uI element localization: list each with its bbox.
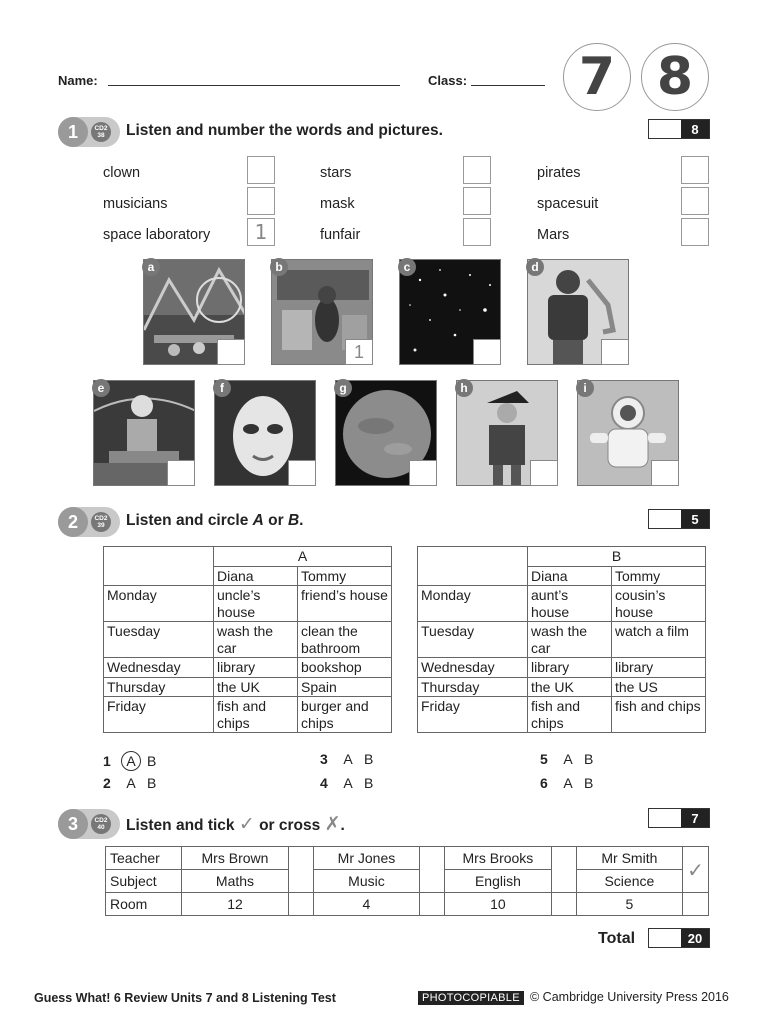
word-label: pirates	[537, 165, 581, 181]
class-label: Class:	[428, 73, 468, 88]
title-end: .	[299, 512, 304, 529]
picture-answer-box[interactable]	[288, 460, 316, 486]
picture-letter: g	[334, 379, 352, 397]
answer-box[interactable]	[247, 156, 275, 184]
section-3-title	[126, 813, 345, 835]
option-b[interactable]: B	[147, 753, 157, 769]
day-cell: Tuesday	[104, 622, 214, 658]
table-b-header: B	[528, 547, 706, 567]
title-prefix: Listen and circle	[126, 512, 253, 529]
picture-answer-box[interactable]	[473, 339, 501, 365]
day-cell: Monday	[418, 586, 528, 622]
cd-icon: CD2 38	[91, 122, 111, 142]
title-option-a: A	[252, 512, 264, 529]
tick-cross-box[interactable]: ✓	[683, 847, 709, 893]
tommy-cell: fish and chips	[612, 697, 706, 733]
table-row	[418, 677, 706, 697]
option-b[interactable]: B	[364, 775, 374, 791]
tick-cross-box[interactable]	[420, 847, 445, 893]
title-option-b: B	[287, 512, 300, 529]
answer-box[interactable]	[681, 187, 709, 215]
tommy-cell: watch a film	[612, 622, 706, 658]
section-2-badge	[58, 507, 120, 537]
teacher-subject: Maths	[182, 870, 288, 893]
diana-cell: uncle’s house	[214, 586, 298, 622]
col-tommy: Tommy	[298, 566, 392, 586]
table-a	[103, 546, 392, 733]
score-max: 8	[681, 120, 709, 138]
option-a[interactable]: A	[126, 775, 136, 791]
answer-row	[320, 751, 380, 767]
table-row	[418, 697, 706, 733]
tick-cross-box[interactable]	[551, 847, 576, 893]
table-row	[106, 847, 709, 870]
word-label: funfair	[320, 227, 361, 243]
word-label: space laboratory	[103, 227, 211, 243]
word-label: clown	[103, 165, 141, 181]
picture-answer-box[interactable]	[530, 460, 558, 486]
teacher-name: Mrs Brown	[182, 847, 288, 870]
section-2-score-box	[648, 509, 710, 529]
day-cell: Monday	[104, 586, 214, 622]
question-number: 4	[320, 775, 328, 791]
answer-box[interactable]: 1	[247, 218, 275, 246]
empty-cell	[683, 893, 709, 916]
diana-cell: the UK	[214, 677, 298, 697]
option-a[interactable]: A	[121, 751, 141, 771]
diana-cell: fish and chips	[528, 697, 612, 733]
score-blank[interactable]	[649, 929, 681, 947]
table-row	[418, 622, 706, 658]
teacher-subject: English	[445, 870, 551, 893]
tommy-cell: burger and chips	[298, 697, 392, 733]
tommy-cell: cousin’s house	[612, 586, 706, 622]
answer-row	[103, 751, 163, 771]
unit-7-circle: 7	[563, 43, 631, 111]
day-cell: Thursday	[104, 677, 214, 697]
tick-icon: ✓	[238, 813, 255, 835]
day-cell: Friday	[104, 697, 214, 733]
teacher-room: 10	[445, 893, 551, 916]
total-label: Total	[598, 930, 636, 947]
copyright: © Cambridge University Press 2016	[530, 990, 729, 1004]
answer-box[interactable]	[247, 187, 275, 215]
picture-answer-box[interactable]	[167, 460, 195, 486]
teacher-room: 4	[313, 893, 419, 916]
empty-cell	[551, 893, 576, 916]
table-row	[418, 658, 706, 678]
day-cell: Tuesday	[418, 622, 528, 658]
question-number: 1	[103, 753, 111, 769]
teacher-subject: Science	[576, 870, 682, 893]
title-mid: or	[263, 512, 288, 529]
score-max: 7	[681, 809, 709, 827]
picture-letter: f	[213, 379, 231, 397]
word-label: Mars	[537, 227, 570, 243]
picture-answer-box[interactable]	[217, 339, 245, 365]
day-cell: Friday	[418, 697, 528, 733]
row-label: Room	[106, 893, 182, 916]
table-row	[104, 658, 392, 678]
name-line[interactable]	[108, 85, 400, 86]
teacher-subject: Music	[313, 870, 419, 893]
tommy-cell: the US	[612, 677, 706, 697]
diana-cell: the UK	[528, 677, 612, 697]
title-end: .	[340, 817, 345, 834]
day-cell: Wednesday	[104, 658, 214, 678]
score-blank[interactable]	[649, 120, 681, 138]
tommy-cell: Spain	[298, 677, 392, 697]
picture-letter: h	[455, 379, 473, 397]
col-tommy: Tommy	[612, 566, 706, 586]
option-a[interactable]: A	[343, 775, 353, 791]
question-number: 5	[540, 751, 548, 767]
col-diana: Diana	[214, 566, 298, 586]
teacher-name: Mr Jones	[313, 847, 419, 870]
answer-row	[103, 775, 163, 791]
title-mid: or cross	[259, 817, 321, 834]
section-1-badge	[58, 117, 120, 147]
section-3-badge	[58, 809, 120, 839]
diana-cell: wash the car	[528, 622, 612, 658]
answer-box[interactable]	[681, 218, 709, 246]
name-label: Name:	[58, 73, 98, 88]
question-number: 3	[320, 751, 328, 767]
picture-letter: c	[398, 258, 416, 276]
tommy-cell: clean the bathroom	[298, 622, 392, 658]
row-label: Subject	[106, 870, 182, 893]
title-prefix: Listen and tick	[126, 817, 235, 834]
question-number: 2	[103, 775, 111, 791]
teacher-room: 5	[576, 893, 682, 916]
option-b[interactable]: B	[584, 751, 594, 767]
teacher-table	[105, 846, 709, 916]
section-2-title	[126, 512, 303, 530]
option-a[interactable]: A	[563, 775, 573, 791]
tommy-cell: bookshop	[298, 658, 392, 678]
picture-answer-box[interactable]: 1	[345, 339, 373, 365]
empty-cell	[420, 893, 445, 916]
answer-row	[540, 751, 600, 767]
score-blank[interactable]	[649, 510, 681, 528]
word-label: spacesuit	[537, 196, 599, 212]
picture-answer-box[interactable]	[409, 460, 437, 486]
table-row	[104, 586, 392, 622]
photocopiable-badge: PHOTOCOPIABLE	[418, 991, 524, 1005]
cd-icon: CD2 39	[91, 512, 111, 532]
empty-cell	[288, 893, 313, 916]
picture-letter: d	[526, 258, 544, 276]
answer-box[interactable]	[463, 218, 491, 246]
diana-cell: wash the car	[214, 622, 298, 658]
section-number: 1	[58, 117, 88, 147]
diana-cell: aunt’s house	[528, 586, 612, 622]
picture-letter: e	[92, 379, 110, 397]
score-max: 20	[681, 929, 709, 947]
diana-cell: fish and chips	[214, 697, 298, 733]
row-label: Teacher	[106, 847, 182, 870]
option-b[interactable]: B	[584, 775, 594, 791]
picture-letter: b	[270, 258, 288, 276]
table-row	[104, 677, 392, 697]
unit-8-circle: 8	[641, 43, 709, 111]
answer-box[interactable]	[681, 156, 709, 184]
table-b	[417, 546, 706, 733]
col-diana: Diana	[528, 566, 612, 586]
diana-cell: library	[214, 658, 298, 678]
section-number: 2	[58, 507, 88, 537]
section-3-score-box	[648, 808, 710, 828]
cd-icon: CD2 40	[91, 814, 111, 834]
option-b[interactable]: B	[147, 775, 157, 791]
score-max: 5	[681, 510, 709, 528]
word-label: musicians	[103, 196, 168, 212]
class-line[interactable]	[471, 85, 545, 86]
picture-answer-box[interactable]	[601, 339, 629, 365]
answer-row	[540, 775, 600, 791]
option-a[interactable]: A	[343, 751, 353, 767]
diana-cell: library	[528, 658, 612, 678]
tommy-cell: friend’s house	[298, 586, 392, 622]
picture-letter: a	[142, 258, 160, 276]
tommy-cell: library	[612, 658, 706, 678]
section-1-score-box	[648, 119, 710, 139]
table-a-header: A	[214, 547, 392, 567]
cross-icon: ✗	[324, 813, 341, 835]
question-number: 6	[540, 775, 548, 791]
total-score-box	[648, 928, 710, 948]
table-row	[104, 697, 392, 733]
word-label: mask	[320, 196, 355, 212]
empty-cell	[104, 547, 214, 586]
table-row	[106, 893, 709, 916]
empty-cell	[418, 547, 528, 586]
day-cell: Thursday	[418, 677, 528, 697]
footer-title: Guess What! 6 Review Units 7 and 8 Listening Test	[34, 991, 336, 1005]
teacher-room: 12	[182, 893, 288, 916]
picture-answer-box[interactable]	[651, 460, 679, 486]
answer-row	[320, 775, 380, 791]
section-number: 3	[58, 809, 88, 839]
option-b[interactable]: B	[364, 751, 374, 767]
table-row	[104, 622, 392, 658]
day-cell: Wednesday	[418, 658, 528, 678]
section-1-title: Listen and number the words and pictures.	[126, 122, 443, 139]
tick-cross-box[interactable]	[288, 847, 313, 893]
teacher-name: Mr Smith	[576, 847, 682, 870]
teacher-name: Mrs Brooks	[445, 847, 551, 870]
picture-letter: i	[576, 379, 594, 397]
table-row	[418, 586, 706, 622]
option-a[interactable]: A	[563, 751, 573, 767]
score-blank[interactable]	[649, 809, 681, 827]
answer-box[interactable]	[463, 156, 491, 184]
answer-box[interactable]	[463, 187, 491, 215]
table-row	[106, 870, 709, 893]
word-label: stars	[320, 165, 352, 181]
